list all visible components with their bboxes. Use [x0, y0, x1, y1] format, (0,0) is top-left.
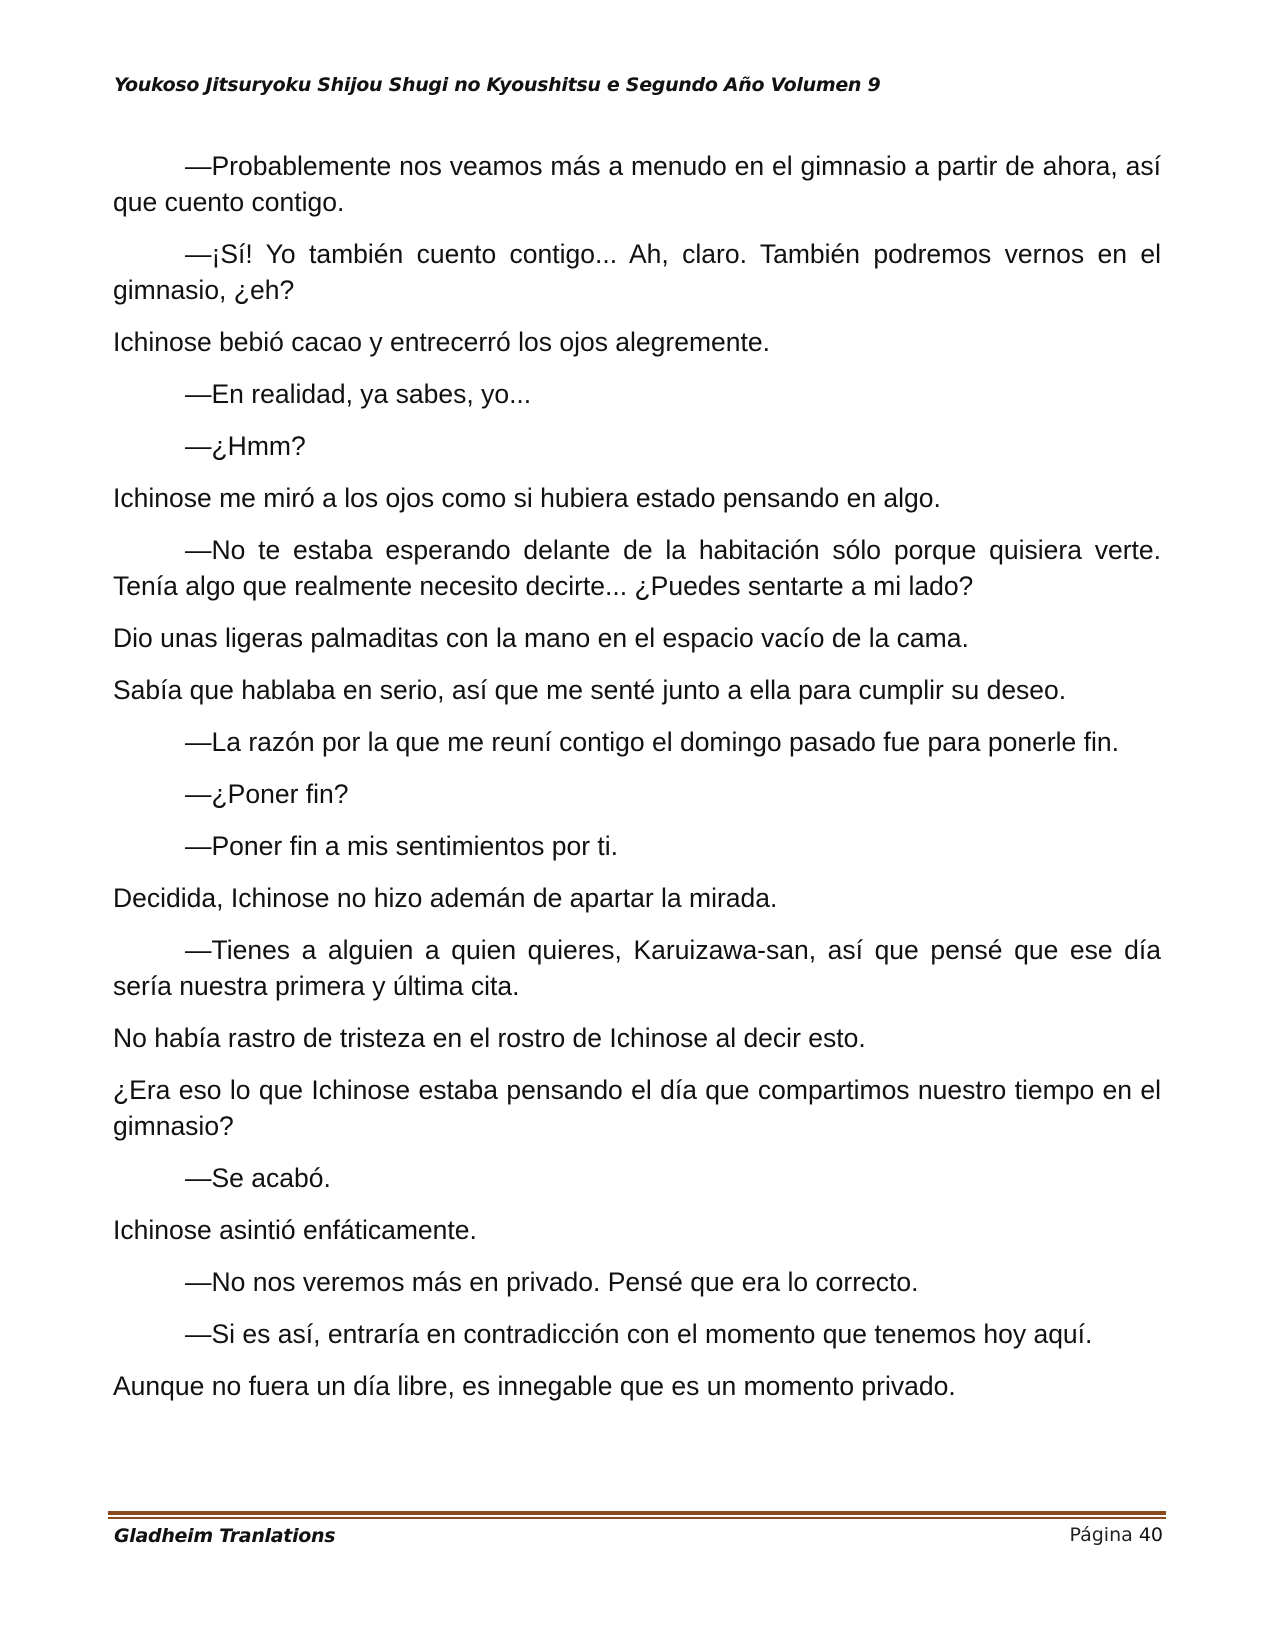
paragraph: —No te estaba esperando delante de la habitación sólo porque quisiera verte. Tenía algo que realmente necesito decirte... ¿Puedes sentarte a mi lado?	[113, 535, 1161, 601]
page-label: Página	[1069, 1524, 1133, 1546]
page-number: 40	[1138, 1524, 1163, 1546]
document-body	[113, 148, 1161, 1420]
paragraph: Dio unas ligeras palmaditas con la mano en el espacio vacío de la cama.	[113, 623, 969, 653]
paragraph: —¡Sí! Yo también cuento contigo... Ah, claro. También podremos vernos en el gimnasio, ¿eh?	[113, 239, 1161, 305]
paragraph: ¿Era eso lo que Ichinose estaba pensando el día que compartimos nuestro tiempo en el gimnasio?	[113, 1075, 1161, 1141]
paragraph: —La razón por la que me reuní contigo el domingo pasado fue para ponerle fin.	[185, 727, 1119, 757]
footer-divider-thick-line	[108, 1511, 1166, 1515]
paragraph: —No nos veremos más en privado. Pensé que era lo correcto.	[185, 1267, 919, 1297]
paragraph: No había rastro de tristeza en el rostro de Ichinose al decir esto.	[113, 1023, 866, 1053]
footer-divider-thin-line	[108, 1517, 1166, 1519]
paragraph: Aunque no fuera un día libre, es innegable que es un momento privado.	[113, 1371, 956, 1401]
page-number-label	[1069, 1524, 1163, 1546]
paragraph: Decidida, Ichinose no hizo ademán de apartar la mirada.	[113, 883, 778, 913]
paragraph: —¿Poner fin?	[185, 779, 349, 809]
paragraph: Ichinose me miró a los ojos como si hubiera estado pensando en algo.	[113, 483, 941, 513]
paragraph: —Se acabó.	[185, 1163, 331, 1193]
paragraph: Sabía que hablaba en serio, así que me senté junto a ella para cumplir su deseo.	[113, 675, 1067, 705]
footer-divider	[108, 1511, 1166, 1519]
page-header-title: Youkoso Jitsuryoku Shijou Shugi no Kyoushitsu e Segundo Año Volumen 9	[114, 74, 881, 96]
paragraph: —Probablemente nos veamos más a menudo en el gimnasio a partir de ahora, así que cuento contigo.	[113, 151, 1161, 217]
paragraph: —Si es así, entraría en contradicción con el momento que tenemos hoy aquí.	[185, 1319, 1093, 1349]
paragraph: —¿Hmm?	[185, 431, 306, 461]
paragraph: Ichinose bebió cacao y entrecerró los ojos alegremente.	[113, 327, 770, 357]
paragraph: Ichinose asintió enfáticamente.	[113, 1215, 477, 1245]
paragraph: —En realidad, ya sabes, yo...	[185, 379, 532, 409]
paragraph: —Poner fin a mis sentimientos por ti.	[185, 831, 619, 861]
paragraph: —Tienes a alguien a quien quieres, Karuizawa-san, así que pensé que ese día sería nuestra primera y última cita.	[113, 935, 1161, 1001]
footer-credit: Gladheim Tranlations	[114, 1525, 336, 1547]
